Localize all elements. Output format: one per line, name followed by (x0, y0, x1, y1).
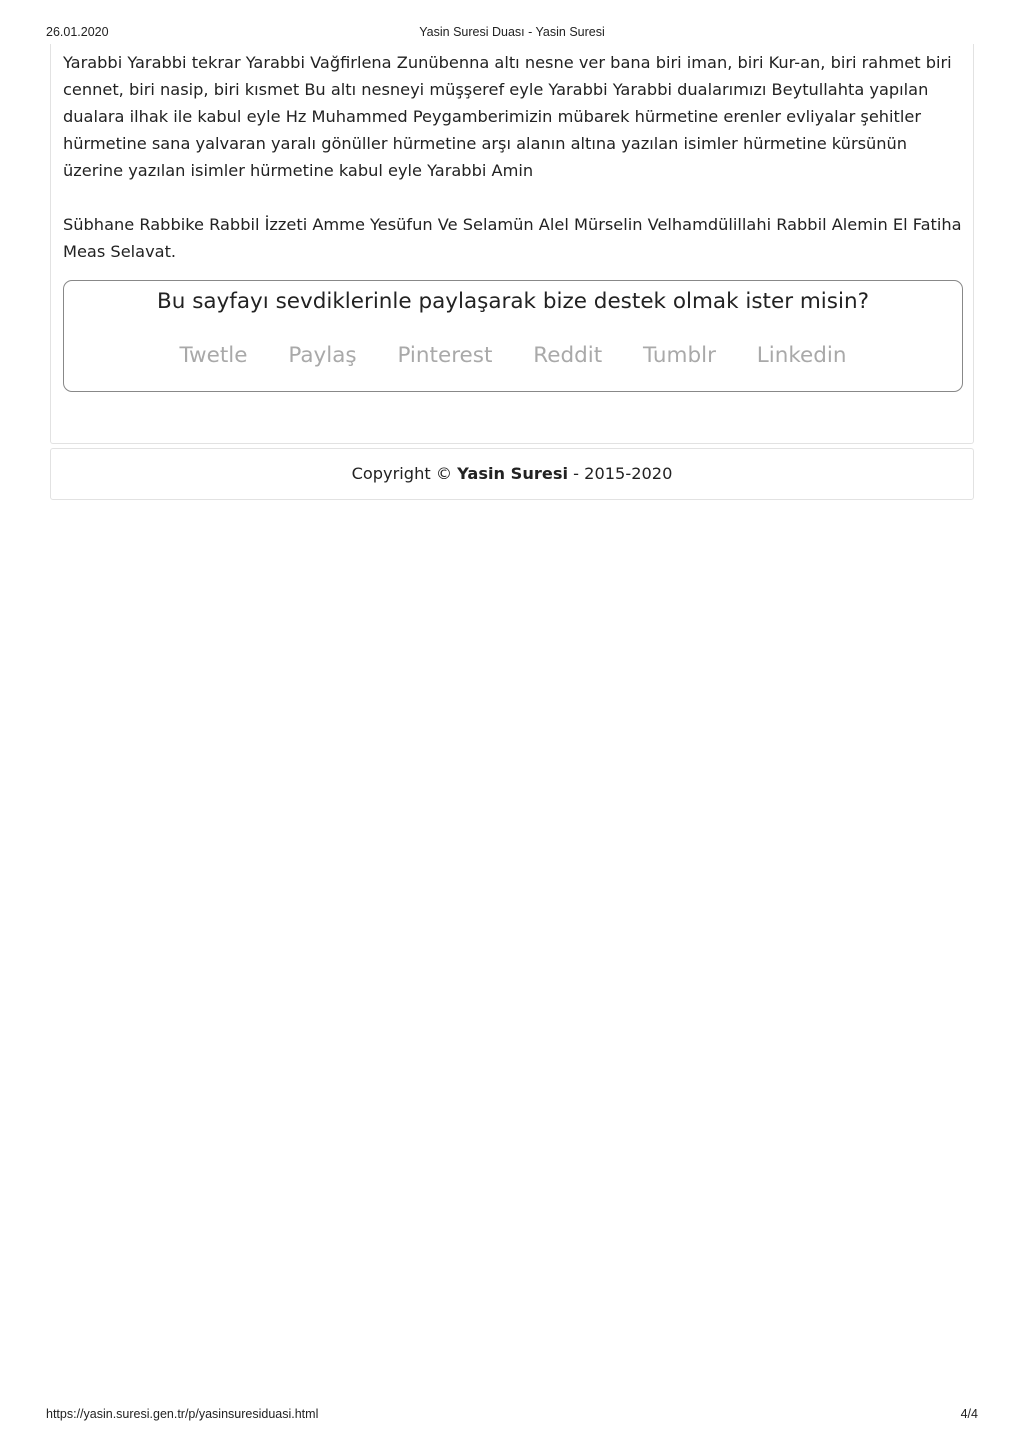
share-facebook-link[interactable]: Paylaş (288, 343, 357, 368)
share-heading: Bu sayfayı sevdiklerinle paylaşarak bize destek olmak ister misin? (156, 289, 869, 314)
share-box (63, 280, 963, 392)
prayer-paragraph-1: Yarabbi Yarabbi tekrar Yarabbi Vağfirlena Zunübenna altı nesne ver bana biri iman, biri Kur-an, biri rahmet biri cennet, biri nasip, biri kısmet Bu altı nesneyi müşşeref eyle Yarabbi Yarabbi dualarımızı Beytullahta yapılan dualara ilhak ile kabul eyle Hz Muhammed Peygamberimizin mübarek hürmetine erenler evliyalar şehitler hürmetine sana yalvaran yaralı gönüller hürmetine arşı alanın altına yazılan isimler hürmetine kürsünün üzerine yazılan isimler hürmetine kabul eyle Yarabbi Amin (63, 53, 952, 180)
print-footer (0, 1407, 1024, 1423)
site-footer (50, 448, 974, 500)
footer-brand-link[interactable]: Yasin Suresi (457, 464, 569, 483)
share-twitter-link[interactable]: Twetle (179, 343, 248, 368)
print-header (0, 25, 1024, 41)
print-url: https://yasin.suresi.gen.tr/p/yasinsuresiduasi.html (46, 1407, 319, 1421)
copyright-years: - 2015-2020 (573, 464, 673, 483)
prayer-paragraph-2: Sübhane Rabbike Rabbil İzzeti Amme Yesüfun Ve Selamün Alel Mürselin Velhamdülillahi Rabbil Alemin El Fatiha Meas Selavat. (63, 215, 962, 261)
share-pinterest-link[interactable]: Pinterest (397, 343, 493, 368)
print-page-title: Yasin Suresi Duası - Yasin Suresi (419, 25, 605, 39)
share-linkedin-link[interactable]: Linkedin (756, 343, 847, 368)
print-date: 26.01.2020 (46, 25, 109, 39)
share-links (64, 343, 962, 368)
share-reddit-link[interactable]: Reddit (533, 343, 603, 368)
article-content (50, 44, 974, 444)
copyright-prefix: Copyright © (351, 464, 453, 483)
print-page-number: 4/4 (960, 1407, 978, 1421)
share-tumblr-link[interactable]: Tumblr (643, 343, 716, 368)
